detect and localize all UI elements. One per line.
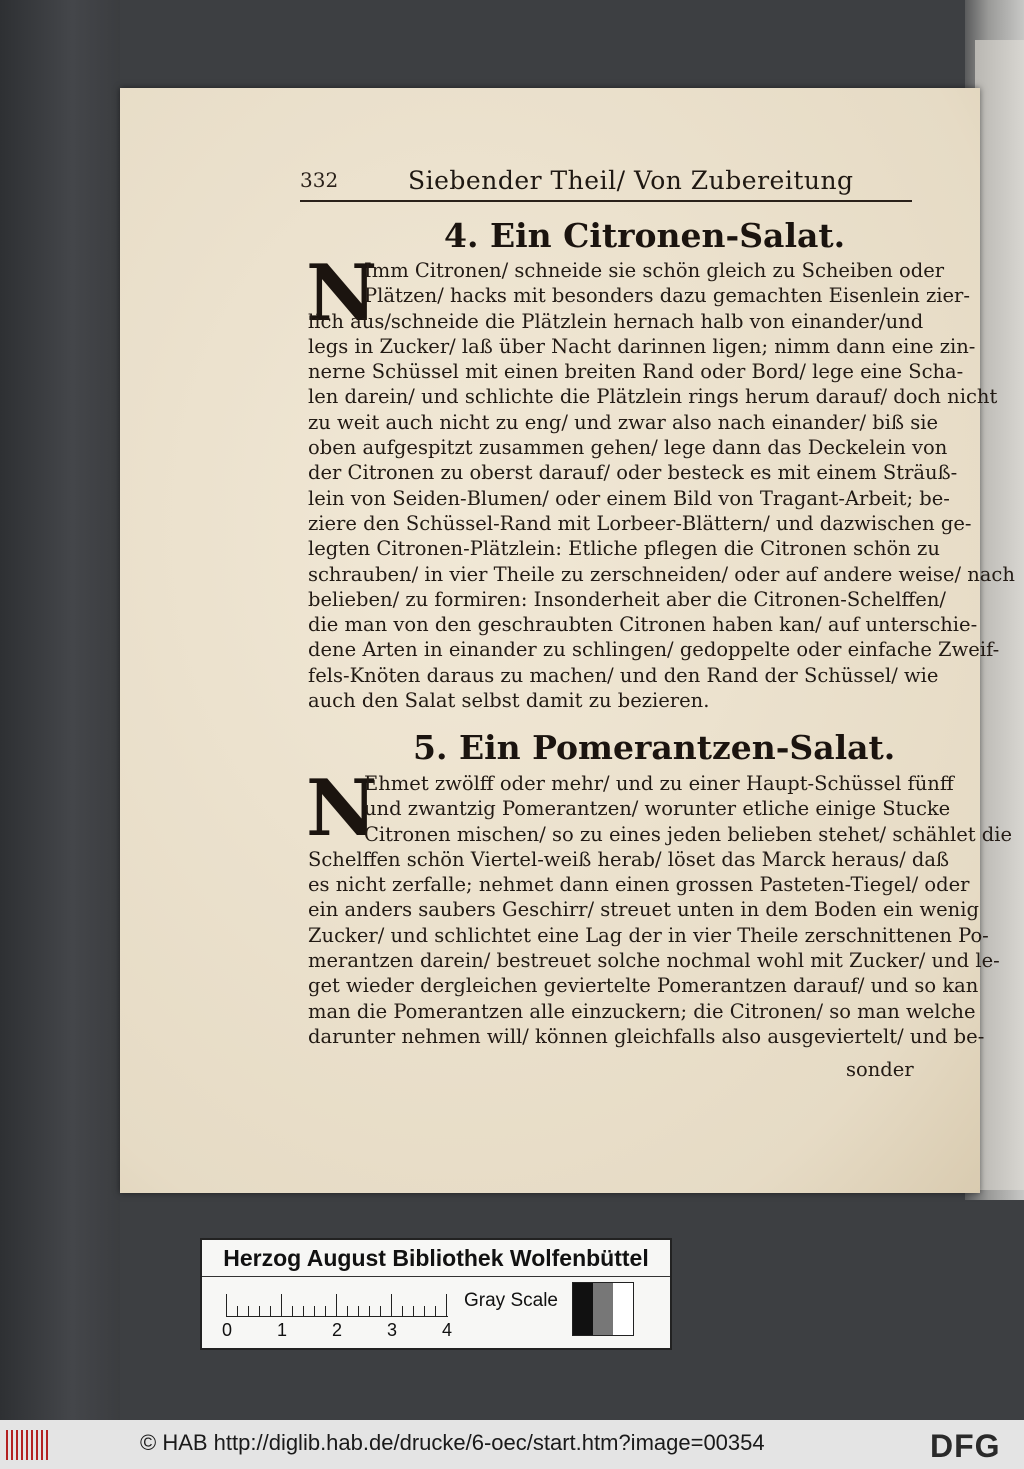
copyright-link[interactable]: © HAB http://diglib.hab.de/drucke/6-oec/start.htm?image=00354 [140,1430,765,1455]
text-line: legs in Zucker/ laß über Nacht darinnen ligen; nimm dann eine zin- [308,334,976,358]
gray-swatches [572,1282,634,1336]
footer-bar [0,1420,1024,1469]
text-line: fels-Knöten daraus zu machen/ und den Rand der Schüssel/ wie [308,663,939,687]
page-header [300,166,912,202]
text-line: Ehmet zwölff oder mehr/ und zu einer Haupt-Schüssel fünff [364,772,954,795]
gray-scale-card [200,1238,672,1350]
text-line: belieben/ zu formiren: Insonderheit aber die Citronen-Schelffen/ [308,587,946,611]
ruler-number: 1 [277,1320,288,1340]
ruler [226,1292,448,1317]
ruler-number: 3 [387,1320,398,1340]
paragraph-citronen [308,258,1015,713]
scanner-background [0,0,120,1420]
library-name: Herzog August Bibliothek Wolfenbüttel [202,1240,670,1277]
text-line: Imm Citronen/ schneide sie schön gleich zu Scheiben oder [364,259,945,282]
text-line: legten Citronen-Plätzlein: Etliche pflegen die Citronen schön zu [308,537,940,561]
ruler-number: 4 [442,1320,453,1340]
text-line: len darein/ und schlichte die Plätzlein rings herum darauf/ doch nicht [308,385,998,409]
text-line: dene Arten in einander zu schlingen/ gedoppelte oder einfache Zweif- [308,638,1000,662]
text-line: get wieder dergleichen geviertelte Pomerantzen darauf/ und so kan [308,974,979,998]
section-heading-pomerantzen: 5. Ein Pomerantzen-Salat. [413,728,896,767]
text-line: nerne Schüssel mit einen breiten Rand oder Bord/ lege eine Scha- [308,360,964,384]
dfg-logo: DFG [930,1428,1001,1464]
text-line: zu weit auch nicht zu eng/ und zwar also nach einander/ biß sie [308,410,939,434]
drop-cap: N [306,248,378,339]
text-line: auch den Salat selbst damit zu bezieren. [308,689,710,713]
text-line: der Citronen zu oberst darauf/ oder besteck es mit einem Sträuß- [308,461,958,485]
ruler-number: 2 [332,1320,343,1340]
drop-cap: N [306,763,378,854]
text-line: die man von den geschraubten Citronen haben kan/ auf unterschie- [308,613,978,637]
ruler-number: 0 [222,1320,233,1340]
text-line: lich aus/schneide die Plätzlein hernach halb von einander/und [308,309,924,333]
page-number: 332 [300,168,339,192]
text-line: Plätzen/ hacks mit besonders dazu gemachten Eisenlein zier- [364,284,970,308]
text-line: ziere den Schüssel-Rand mit Lorbeer-Blättern/ und dazwischen ge- [308,511,972,535]
text-line: und zwantzig Pomerantzen/ worunter etliche einige Stucke [364,797,951,821]
gray-scale-label: Gray Scale [464,1290,558,1311]
paragraph-pomerantzen [306,763,1013,1049]
catchword: sonder [846,1058,914,1081]
text-line: Zucker/ und schlichtet eine Lag der in vier Theile zerschnittenen Po- [308,923,989,947]
text-line: schrauben/ in vier Theile zu zerschneiden/ oder auf andere weise/ nach [308,562,1015,586]
text-line: man die Pomerantzen alle einzuckern; die Citronen/ so man welche [308,999,976,1023]
text-line: ein anders saubers Geschirr/ streuet unten in dem Boden ein wenig [308,898,979,922]
text-line: merantzen darein/ bestreuet solche nochmal wohl mit Zucker/ und le- [308,949,1000,973]
text-line: darunter nehmen will/ können gleichfalls also ausgeviertelt/ und be- [308,1024,985,1048]
text-line: lein von Seiden-Blumen/ oder einem Bild von Tragant-Arbeit; be- [308,486,950,510]
running-title: Siebender Theil/ Von Zubereitung [408,166,854,195]
section-heading-citronen: 4. Ein Citronen-Salat. [444,216,846,255]
text-line: es nicht zerfalle; nehmet dann einen grossen Pasteten-Tiegel/ oder [308,873,970,897]
text-line: Schelffen schön Viertel-weiß herab/ löset das Marck heraus/ daß [308,847,950,871]
hab-logo-icon [6,1430,48,1460]
text-line: oben aufgespitzt zusammen gehen/ lege dann das Deckelein von [308,436,948,460]
text-line: Citronen mischen/ so zu eines jeden belieben stehet/ schählet die [364,822,1013,846]
